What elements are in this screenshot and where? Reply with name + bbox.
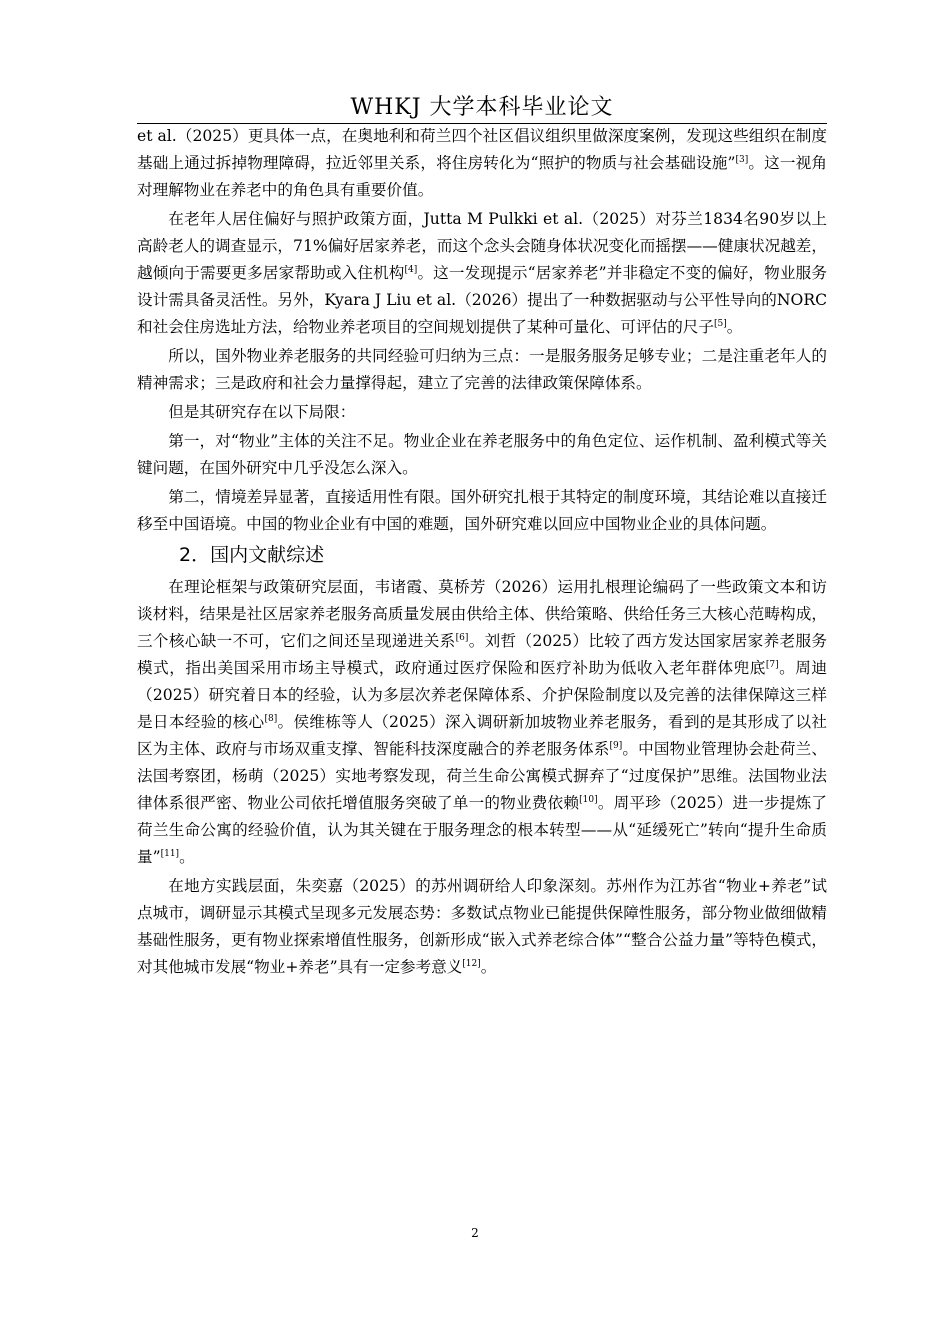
paragraph-summary: 所以，国外物业养老服务的共同经验可归纳为三点：一是服务服务足够专业；二是注重老年人的精神需求；三是政府和社会力量撑得起，建立了完善的法律政策保障体系。 [137,347,827,392]
document-body [137,123,827,981]
citation-ref: [8] [264,714,278,724]
page-header-title: WHKJ 大学本科毕业论文 [350,95,614,120]
text-run: 在老年人居住偏好与照护政策方面，Jutta M Pulkki et al.（2025）对芬兰1834名90岁以上高龄老人的调查显示，71%偏好居家养老，而这个念头会随身体状况变化而摇摆——健康状况越差，越倾向于需要更多居家帮助或入住机构 [137,210,827,282]
paragraph-continued [137,123,827,204]
citation-ref: [3] [735,155,749,165]
citation-ref: [5] [713,319,727,329]
page-number: 2 [471,1226,479,1240]
paragraph-local-practice [137,873,827,981]
citation-ref: [10] [579,795,598,805]
paragraph-limitation-1: 第一，对“物业”主体的关注不足。物业企业在养老服务中的角色定位、运作机制、盈利模式等关键问题，在国外研究中几乎没怎么深入。 [137,432,827,477]
text-run: et al.（2025）更具体一点，在奥地利和荷兰四个社区倡议组织里做深度案例，发现这些组织在制度基础上通过拆掉物理障碍，拉近邻里关系，将住房转化为“照护的物质与社会基础设施” [137,127,827,172]
citation-ref: [7] [765,660,779,670]
paragraph-elderly-preferences [137,206,827,341]
citation-ref: [6] [455,633,469,643]
text-run: 。 [480,958,497,976]
text-run: 。这一发现提示“居家养老”并非稳定不变的偏好，物业服务设计需具备灵活性。另外，Kyara J Liu et al.（2026）提出了一种数据驱动与公平性导向的NORC和社会住房选址方法，给物业养老项目的空间规划提供了某种可量化、可评估的尺子 [137,264,827,336]
citation-ref: [4] [404,265,418,275]
section-heading-domestic-review: 2．国内文献综述 [179,544,325,566]
text-run: 。侯维栋等人（2025）深入调研新加坡物业养老服务，看到的是其形成了以社区为主体、政府与市场双重支撑、智能科技深度融合的养老服务体系 [137,713,827,758]
text-run: 。 [179,848,195,866]
text-run: 在理论框架与政策研究层面，韦诸霞、莫桥芳（2026）运用扎根理论编码了一些政策文本和访谈材料，结果是社区居家养老服务高质量发展由供给主体、供给策略、供给任务三大核心范畴构成，三个核心缺一不可，它们之间还呈现递进关系 [137,578,827,650]
text-run: 。周迪（2025）研究着日本的经验，认为多层次养老保障体系、介护保险制度以及完善的法律保障这三样是日本经验的核心 [137,659,827,731]
paragraph-limitation-2: 第二，情境差异显著，直接适用性有限。国外研究扎根于其特定的制度环境，其结论难以直接迁移至中国语境。中国的物业企业有中国的难题，国外研究难以回应中国物业企业的具体问题。 [137,488,827,533]
paragraph-limitations-intro: 但是其研究存在以下局限： [168,403,356,421]
citation-ref: [12] [462,959,481,969]
paragraph-theory-policy [137,574,827,871]
citation-ref: [11] [160,849,180,859]
text-run: 。刘哲（2025）比较了西方发达国家居家养老服务模式，指出美国采用市场主导模式，政府通过医疗保险和医疗补助为低收入老年群体兜底 [137,632,827,677]
text-run: 。这一视角对理解物业在养老中的角色具有重要价值。 [137,154,827,199]
text-run: 。周平珍（2025）进一步提炼了荷兰生命公寓的经验价值，认为其关键在于服务理念的根本转型——从“延缓死亡”转向“提升生命质量” [137,794,827,866]
text-run: 。 [726,318,743,336]
text-run: 在地方实践层面，朱奕嘉（2025）的苏州调研给人印象深刻。苏州作为江苏省“物业+养老”试点城市，调研显示其模式呈现多元发展态势：多数试点物业已能提供保障性服务，部分物业做细做精基础性服务，更有物业探索增值性服务，创新形成“嵌入式养老综合体”“整合公益力量”等特色模式，对其他城市发展“物业+养老”具有一定参考意义 [137,877,827,976]
citation-ref: [9] [609,741,623,751]
text-run: 。中国物业管理协会赴荷兰、法国考察团，杨萌（2025）实地考察发现，荷兰生命公寓模式摒弃了“过度保护”思维。法国物业法律体系很严密、物业公司依托增值服务突破了单一的物业费依赖 [137,740,827,812]
